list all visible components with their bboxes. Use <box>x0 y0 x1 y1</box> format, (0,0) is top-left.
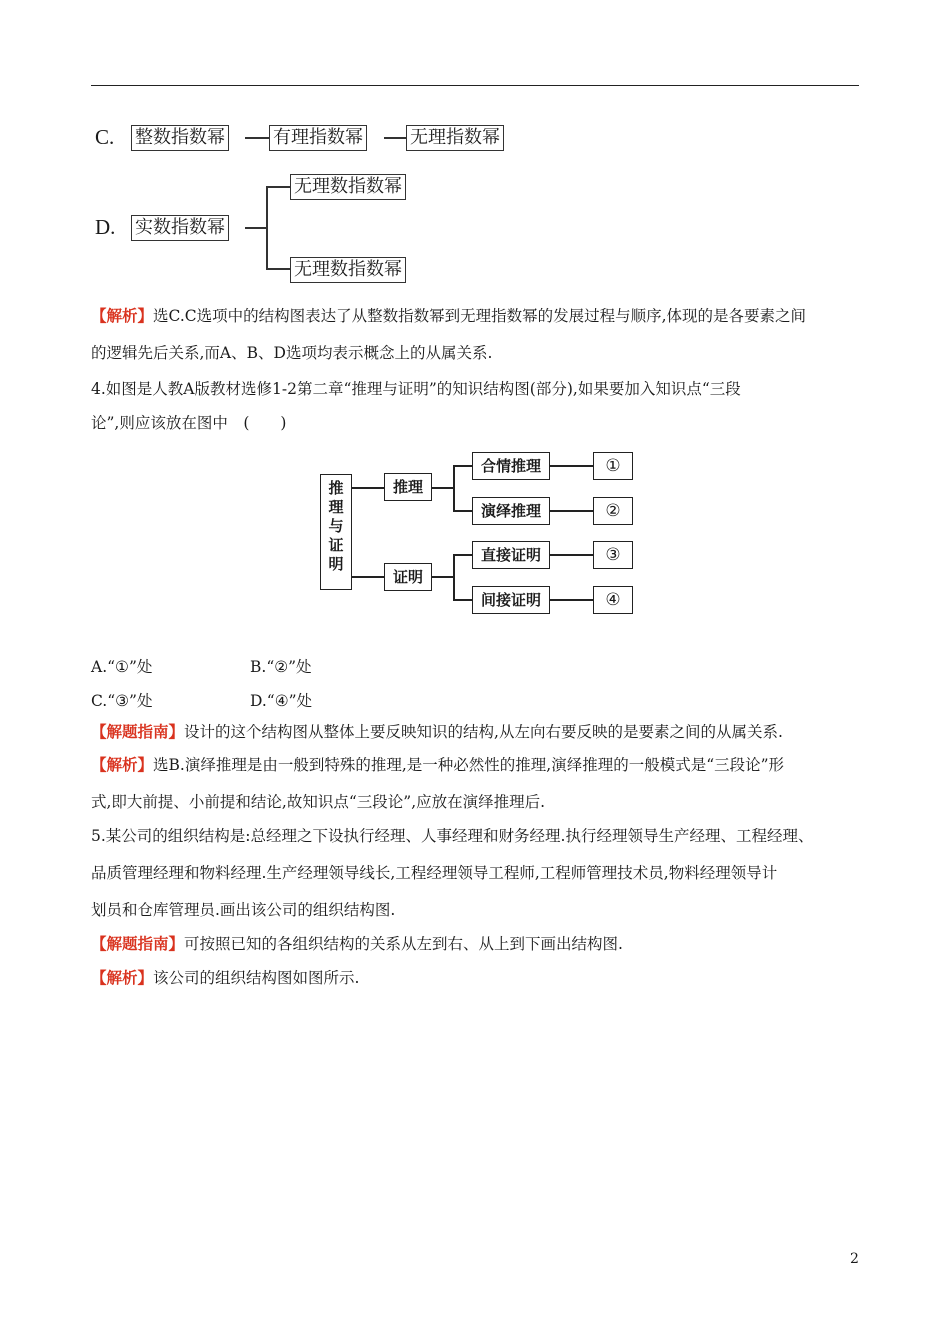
diagram-connector <box>550 554 593 556</box>
q3-analysis-line-2: 的逻辑先后关系,而A、B、D选项均表示概念上的从属关系. <box>91 344 493 362</box>
d-connector <box>266 268 290 270</box>
diagram-slot-box: ④ <box>593 586 633 614</box>
diagram-connector <box>432 487 454 489</box>
diagram-leaf-box: 合情推理 <box>472 452 550 480</box>
diagram-leaf-box: 演绎推理 <box>472 497 550 525</box>
diagram-connector <box>453 465 473 467</box>
option-c-letter: C. <box>95 125 115 149</box>
page-number: 2 <box>850 1251 859 1267</box>
q4-option-d: D.“④”处 <box>250 692 313 710</box>
q5-stem-line-2: 品质管理经理和物料经理.生产经理领导线长,工程经理领导工程师,工程师管理技术员,物料经理领导计 <box>91 864 778 882</box>
guide-tag: 【解题指南】 <box>91 934 185 953</box>
q5-stem-line-1: 5.某公司的组织结构是:总经理之下设执行经理、人事经理和财务经理.执行经理领导生产经理、工程经理、 <box>91 827 814 845</box>
diagram-connector <box>352 487 384 489</box>
diagram-connector <box>453 599 473 601</box>
q4-option-a: A.“①”处 <box>91 658 153 676</box>
header-rule <box>91 85 859 86</box>
guide-tag: 【解题指南】 <box>91 722 185 741</box>
q5-guide: 【解题指南】可按照已知的各组织结构的关系从左到右、从上到下画出结构图. <box>91 934 623 953</box>
d-box-child-2: 无理数指数幂 <box>290 257 406 283</box>
diagram-slot-box: ① <box>593 452 633 480</box>
q5-stem-line-3: 划员和仓库管理员.画出该公司的组织结构图. <box>91 901 396 919</box>
q4-guide: 【解题指南】设计的这个结构图从整体上要反映知识的结构,从左向右要反映的是要素之间的从属关系. <box>91 722 783 741</box>
option-d-letter: D. <box>95 215 116 239</box>
q4-option-c: C.“③”处 <box>91 692 153 710</box>
q5-analysis: 【解析】该公司的组织结构图如图所示. <box>91 968 360 987</box>
d-connector <box>266 186 268 269</box>
q4-stem-line-2: 论”,则应该放在图中 ( ) <box>91 414 287 432</box>
diagram-connector <box>352 576 384 578</box>
analysis-tag: 【解析】 <box>91 755 154 774</box>
q3-analysis-line-1: 【解析】选C.C选项中的结构图表达了从整数指数幂到无理指数幂的发展过程与顺序,体现的是各要素之间 <box>91 306 807 325</box>
diagram-connector <box>453 554 455 600</box>
c-connector <box>384 137 406 139</box>
diagram-leaf-box: 直接证明 <box>472 541 550 569</box>
analysis-tag: 【解析】 <box>91 968 154 987</box>
diagram-mid-box-reasoning: 推理 <box>384 473 432 501</box>
c-box-rational: 有理指数幂 <box>269 125 367 151</box>
diagram-connector <box>550 599 593 601</box>
diagram-leaf-box: 间接证明 <box>472 586 550 614</box>
c-box-integer: 整数指数幂 <box>131 125 229 151</box>
diagram-slot-box: ② <box>593 497 633 525</box>
c-box-irrational: 无理指数幂 <box>406 125 504 151</box>
analysis-tag: 【解析】 <box>91 306 154 325</box>
d-connector <box>266 186 290 188</box>
c-connector <box>245 137 269 139</box>
q4-stem-line-1: 4.如图是人教A版教材选修1-2第二章“推理与证明”的知识结构图(部分),如果要加入知识点“三段 <box>91 380 741 398</box>
d-connector <box>245 227 267 229</box>
q4-analysis-line-1: 【解析】选B.演绎推理是由一般到特殊的推理,是一种必然性的推理,演绎推理的一般模式是“三段论”形 <box>91 755 785 774</box>
diagram-mid-box-proof: 证明 <box>384 563 432 591</box>
diagram-root-box: 推 理 与 证 明 <box>320 474 352 590</box>
diagram-connector <box>453 510 473 512</box>
diagram-connector <box>453 554 473 556</box>
d-box-child-1: 无理数指数幂 <box>290 174 406 200</box>
q4-option-b: B.“②”处 <box>250 658 312 676</box>
q4-analysis-line-2: 式,即大前提、小前提和结论,故知识点“三段论”,应放在演绎推理后. <box>91 793 546 811</box>
diagram-connector <box>550 510 593 512</box>
diagram-slot-box: ③ <box>593 541 633 569</box>
d-box-root: 实数指数幂 <box>131 215 229 241</box>
diagram-connector <box>550 465 593 467</box>
diagram-connector <box>453 465 455 511</box>
diagram-connector <box>432 576 454 578</box>
